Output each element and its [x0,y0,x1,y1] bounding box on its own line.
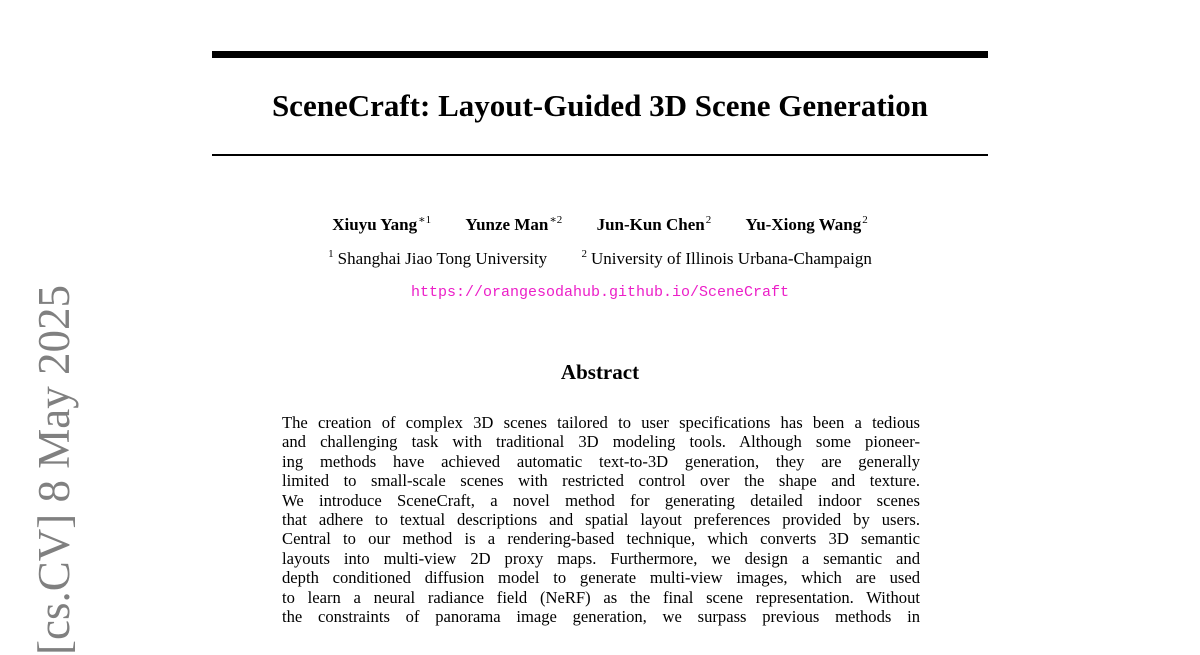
abstract-heading: Abstract [560,360,640,384]
affiliation-mark: 2 [581,248,587,260]
affiliation [328,241,547,272]
affiliation-name: Shanghai Jiao Tong University [337,249,548,268]
abstract-line: layouts into multi-view 2D proxy maps. Furthermore, we design a semantic and [282,548,920,568]
title-rule-bottom [212,154,988,156]
abstract-line: ing methods have achieved automatic text-to-3D generation, they are generally [282,451,920,471]
author-mark: 2 [862,214,868,226]
abstract-line: that adhere to textual descriptions and spatial layout preferences provided by users. [282,509,920,529]
abstract-line: depth conditioned diffusion model to generate multi-view images, which are used [282,568,920,588]
abstract-line: to learn a neural radiance field (NeRF) as the final scene representation. Without [282,587,920,607]
author [465,207,562,238]
author-name: Xiuyu Yang [332,215,418,234]
project-url-link[interactable]: https://orangesodahub.github.io/SceneCraft [410,284,790,301]
author [746,207,868,238]
affiliation-name: University of Illinois Urbana-Champaign [590,249,872,268]
abstract-line: The creation of complex 3D scenes tailored to user specifications has been a tedious [282,413,920,432]
abstract-line: and challenging task with traditional 3D modeling tools. Although some pioneer- [282,432,920,452]
author-mark: ∗2 [549,214,563,226]
abstract-line: We introduce SceneCraft, a novel method for generating detailed indoor scenes [282,490,920,510]
author-list [212,207,988,238]
affiliation-mark: 1 [328,248,334,260]
abstract-body [282,413,920,626]
author-name: Jun-Kun Chen [596,215,705,234]
author [332,207,431,238]
author-name: Yu-Xiong Wang [745,215,862,234]
author-name: Yunze Man [465,215,549,234]
title-rule-top [212,51,988,58]
abstract-line: the constraints of panorama image generation, we surpass previous methods in [282,606,920,626]
abstract-line: Central to our method is a rendering-based technique, which converts 3D semantic [282,529,920,549]
abstract-line: limited to small-scale scenes with restricted control over the shape and texture. [282,471,920,491]
author-mark: 2 [705,214,712,226]
affiliation [581,241,871,272]
author [597,207,712,238]
author-mark: ∗1 [418,214,432,226]
paper-title: SceneCraft: Layout-Guided 3D Scene Generation [271,88,929,123]
arxiv-stamp-text: [cs.CV] 8 May 2025 [29,285,79,655]
affiliation-list [212,241,988,272]
